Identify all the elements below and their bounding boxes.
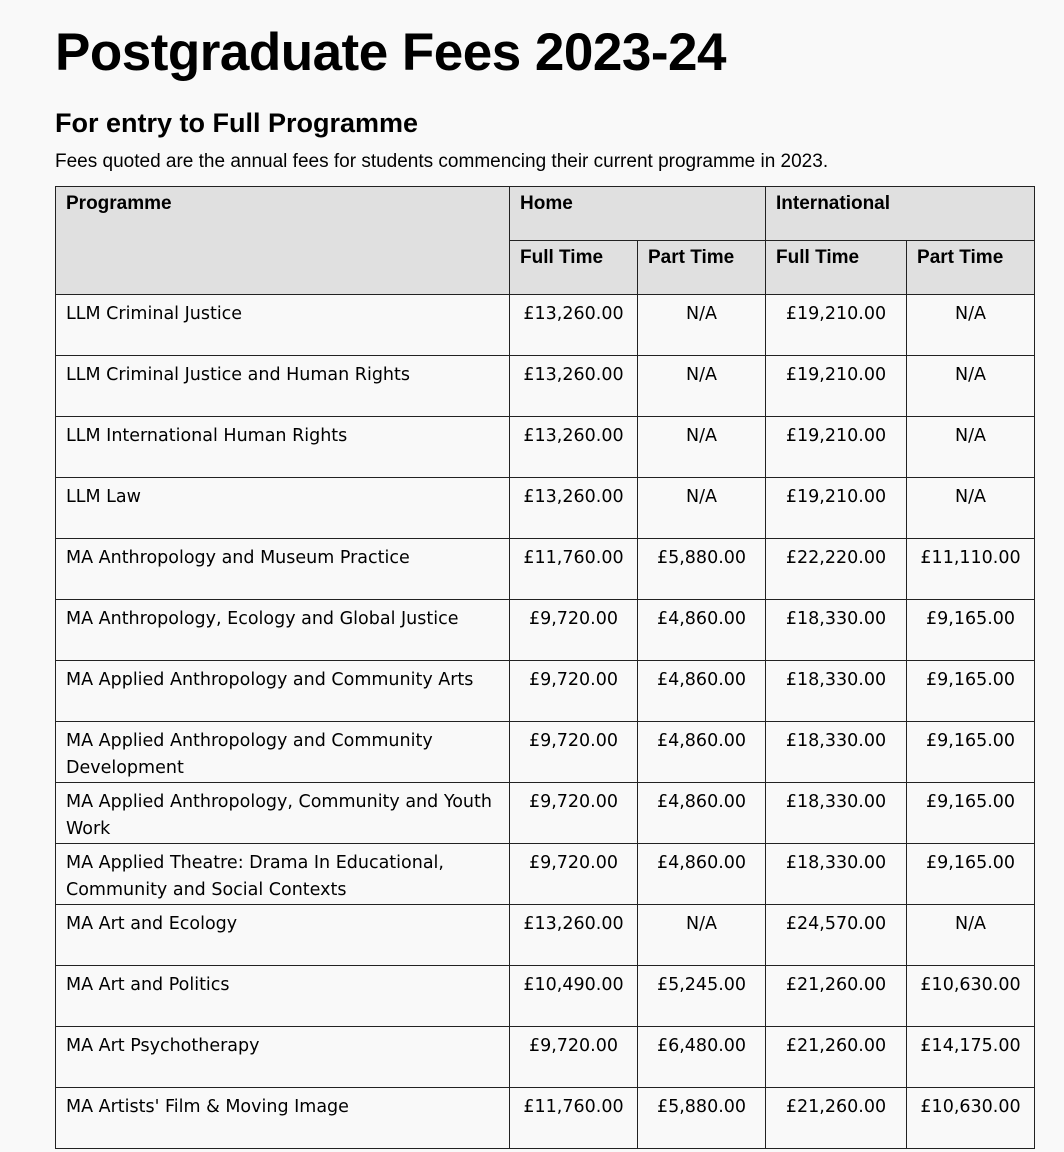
programme-name: LLM International Human Rights: [56, 417, 510, 478]
table-row: [56, 478, 1035, 539]
programme-name: MA Applied Anthropology and Community Development: [56, 722, 510, 783]
table-row: [56, 539, 1035, 600]
home-full-time-fee: £9,720.00: [510, 661, 638, 722]
home-part-time-fee: £4,860.00: [638, 600, 766, 661]
home-part-time-fee: N/A: [638, 905, 766, 966]
international-part-time-fee: N/A: [907, 295, 1035, 356]
table-row: [56, 722, 1035, 783]
international-part-time-fee: N/A: [907, 417, 1035, 478]
home-part-time-fee: N/A: [638, 417, 766, 478]
header-international-part-time: Part Time: [907, 241, 1035, 295]
programme-name: MA Artists' Film & Moving Image: [56, 1088, 510, 1149]
international-full-time-fee: £19,210.00: [766, 478, 907, 539]
table-row: [56, 783, 1035, 844]
home-full-time-fee: £13,260.00: [510, 295, 638, 356]
home-full-time-fee: £9,720.00: [510, 783, 638, 844]
header-home-full-time: Full Time: [510, 241, 638, 295]
home-part-time-fee: £4,860.00: [638, 661, 766, 722]
international-full-time-fee: £21,260.00: [766, 1088, 907, 1149]
header-home: Home: [510, 187, 766, 241]
table-row: [56, 661, 1035, 722]
international-full-time-fee: £18,330.00: [766, 783, 907, 844]
international-full-time-fee: £18,330.00: [766, 600, 907, 661]
header-home-part-time: Part Time: [638, 241, 766, 295]
table-row: [56, 844, 1035, 905]
international-full-time-fee: £19,210.00: [766, 356, 907, 417]
home-part-time-fee: £5,245.00: [638, 966, 766, 1027]
header-programme: Programme: [56, 187, 510, 295]
section-subtitle: For entry to Full Programme: [55, 108, 419, 138]
home-full-time-fee: £9,720.00: [510, 1027, 638, 1088]
international-part-time-fee: N/A: [907, 478, 1035, 539]
table-row: [56, 905, 1035, 966]
international-part-time-fee: £9,165.00: [907, 844, 1035, 905]
home-part-time-fee: £5,880.00: [638, 539, 766, 600]
international-part-time-fee: £11,110.00: [907, 539, 1035, 600]
international-full-time-fee: £22,220.00: [766, 539, 907, 600]
header-international: International: [766, 187, 1035, 241]
international-full-time-fee: £18,330.00: [766, 844, 907, 905]
home-full-time-fee: £13,260.00: [510, 417, 638, 478]
programme-name: MA Applied Anthropology and Community Arts: [56, 661, 510, 722]
international-full-time-fee: £18,330.00: [766, 661, 907, 722]
fees-table-body: [56, 295, 1035, 1149]
table-row: [56, 1088, 1035, 1149]
fees-note: Fees quoted are the annual fees for students commencing their current programme in 2023.: [55, 151, 829, 172]
international-part-time-fee: £9,165.00: [907, 722, 1035, 783]
international-part-time-fee: £9,165.00: [907, 600, 1035, 661]
home-full-time-fee: £9,720.00: [510, 844, 638, 905]
programme-name: MA Art Psychotherapy: [56, 1027, 510, 1088]
home-part-time-fee: N/A: [638, 478, 766, 539]
home-full-time-fee: £11,760.00: [510, 1088, 638, 1149]
table-row: [56, 417, 1035, 478]
international-full-time-fee: £18,330.00: [766, 722, 907, 783]
table-row: [56, 356, 1035, 417]
header-international-full-time: Full Time: [766, 241, 907, 295]
international-part-time-fee: N/A: [907, 905, 1035, 966]
home-part-time-fee: N/A: [638, 356, 766, 417]
programme-name: MA Art and Ecology: [56, 905, 510, 966]
home-full-time-fee: £9,720.00: [510, 600, 638, 661]
home-part-time-fee: £4,860.00: [638, 783, 766, 844]
international-part-time-fee: £10,630.00: [907, 966, 1035, 1027]
international-part-time-fee: £9,165.00: [907, 661, 1035, 722]
international-full-time-fee: £21,260.00: [766, 966, 907, 1027]
programme-name: MA Art and Politics: [56, 966, 510, 1027]
programme-name: LLM Law: [56, 478, 510, 539]
international-part-time-fee: £10,630.00: [907, 1088, 1035, 1149]
home-full-time-fee: £13,260.00: [510, 356, 638, 417]
programme-name: MA Anthropology, Ecology and Global Justice: [56, 600, 510, 661]
home-full-time-fee: £13,260.00: [510, 905, 638, 966]
fees-table: [55, 186, 1035, 1149]
international-full-time-fee: £19,210.00: [766, 295, 907, 356]
international-full-time-fee: £19,210.00: [766, 417, 907, 478]
programme-name: MA Applied Theatre: Drama In Educational, Community and Social Contexts: [56, 844, 510, 905]
table-row: [56, 966, 1035, 1027]
home-part-time-fee: £6,480.00: [638, 1027, 766, 1088]
page-title: Postgraduate Fees 2023-24: [55, 23, 726, 82]
home-part-time-fee: £5,880.00: [638, 1088, 766, 1149]
home-part-time-fee: N/A: [638, 295, 766, 356]
programme-name: LLM Criminal Justice and Human Rights: [56, 356, 510, 417]
international-part-time-fee: £9,165.00: [907, 783, 1035, 844]
home-part-time-fee: £4,860.00: [638, 722, 766, 783]
table-row: [56, 1027, 1035, 1088]
programme-name: MA Anthropology and Museum Practice: [56, 539, 510, 600]
international-part-time-fee: £14,175.00: [907, 1027, 1035, 1088]
programme-name: MA Applied Anthropology, Community and Youth Work: [56, 783, 510, 844]
table-row: [56, 600, 1035, 661]
home-full-time-fee: £11,760.00: [510, 539, 638, 600]
programme-name: LLM Criminal Justice: [56, 295, 510, 356]
international-full-time-fee: £24,570.00: [766, 905, 907, 966]
international-full-time-fee: £21,260.00: [766, 1027, 907, 1088]
home-full-time-fee: £13,260.00: [510, 478, 638, 539]
international-part-time-fee: N/A: [907, 356, 1035, 417]
home-part-time-fee: £4,860.00: [638, 844, 766, 905]
home-full-time-fee: £10,490.00: [510, 966, 638, 1027]
home-full-time-fee: £9,720.00: [510, 722, 638, 783]
table-row: [56, 295, 1035, 356]
